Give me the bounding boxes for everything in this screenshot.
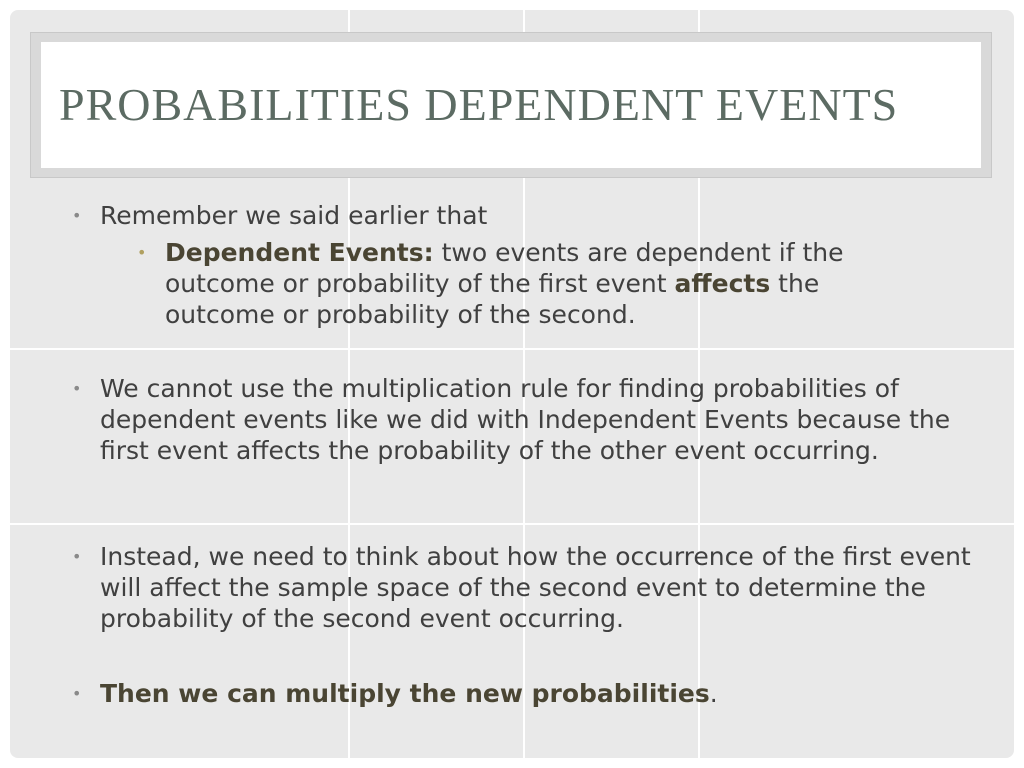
emphasis-affects: affects — [674, 269, 771, 298]
bullet-4 — [72, 678, 980, 709]
bullet-1-text: Remember we said earlier that — [100, 201, 488, 230]
term-dependent-events: Dependent Events: — [165, 238, 434, 267]
bullet-icon: • — [72, 547, 82, 566]
bullet-3 — [72, 541, 980, 634]
bullet-icon: • — [72, 379, 82, 398]
sub-bullet-1 — [137, 237, 885, 330]
definition-text-end: the outcome or probability of the second. — [165, 269, 820, 329]
bullet-1 — [72, 200, 980, 231]
bullet-2-text: We cannot use the multiplication rule for finding probabilities of dependent events like we did with Independent Events because the first event affects the probability of the other event occurring. — [100, 374, 951, 465]
slide — [10, 10, 1014, 758]
definition-text: two events are dependent if the outcome or probability of the first event — [165, 238, 844, 298]
slide-content — [10, 10, 1014, 758]
bullet-4-end: . — [709, 679, 718, 708]
bullet-4-bold-text: Then we can multiply the new probabilities — [100, 679, 710, 708]
bullet-icon: • — [72, 206, 82, 225]
slide-title: PROBABILITIES DEPENDENT EVENTS — [59, 79, 899, 130]
bullet-icon: • — [137, 243, 147, 262]
bullet-2 — [72, 373, 970, 466]
bullet-3-text: Instead, we need to think about how the occurrence of the first event will affect the sample space of the second event to determine the probability of the second event occurring. — [100, 542, 971, 633]
bullet-icon: • — [72, 684, 82, 703]
